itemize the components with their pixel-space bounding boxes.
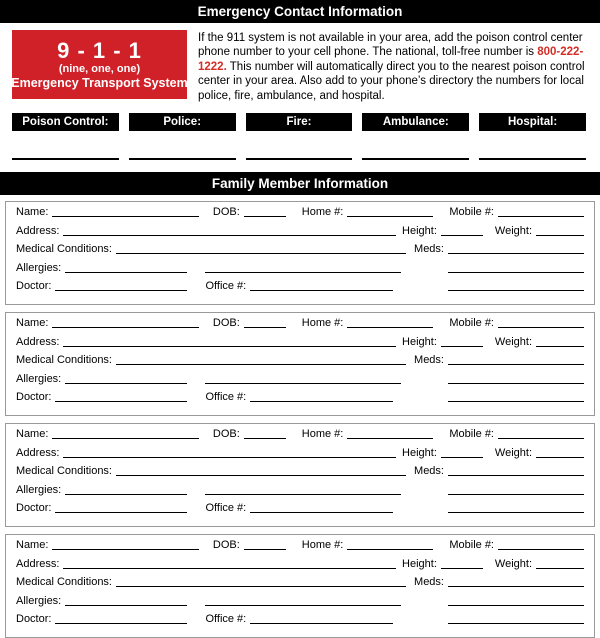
meds-extra-blank-line-1	[448, 383, 584, 384]
office-phone-label: Office #:	[205, 613, 247, 626]
badge-911-number: 9 - 1 - 1	[57, 37, 142, 63]
meds-blank-line	[448, 253, 584, 254]
height-blank-line	[441, 346, 483, 347]
mobile-phone-label: Mobile #:	[449, 538, 494, 551]
allergies-extra-blank-line	[205, 272, 401, 273]
member-row-doctor	[16, 502, 584, 521]
mobile-phone-blank-line	[498, 327, 584, 328]
mobile-phone-blank-line	[498, 438, 584, 439]
office-phone-blank-line	[250, 290, 393, 291]
address-label: Address:	[16, 335, 60, 348]
allergies-label: Allergies:	[16, 594, 62, 607]
doctor-blank-line	[55, 401, 187, 402]
member-row-address	[16, 336, 584, 355]
police-label: Police:	[129, 113, 236, 131]
meds-extra-blank-line-1	[448, 605, 584, 606]
police-blank-line	[129, 158, 236, 160]
home-phone-label: Home #:	[301, 206, 344, 219]
doctor-blank-line	[55, 512, 187, 513]
name-label: Name:	[16, 538, 49, 551]
member-row-allergies	[16, 262, 584, 281]
poison-control-blank-line	[12, 158, 119, 160]
medical-conditions-blank-line	[116, 475, 406, 476]
member-row-allergies	[16, 373, 584, 392]
family-members-list	[0, 201, 600, 638]
address-label: Address:	[16, 224, 60, 237]
weight-blank-line	[536, 235, 584, 236]
member-row-name	[16, 206, 584, 225]
medical-conditions-label: Medical Conditions:	[16, 243, 112, 256]
office-phone-blank-line	[250, 623, 393, 624]
weight-blank-line	[536, 346, 584, 347]
member-row-medical	[16, 354, 584, 373]
allergies-label: Allergies:	[16, 261, 62, 274]
member-row-allergies	[16, 595, 584, 614]
meds-extra-blank-line-2	[448, 623, 584, 624]
family-section-title: Family Member Information	[211, 176, 389, 192]
section-header-family	[0, 172, 600, 195]
meds-extra-blank-line-1	[448, 272, 584, 273]
member-row-medical	[16, 243, 584, 262]
weight-blank-line	[536, 457, 584, 458]
weight-label: Weight:	[494, 557, 532, 570]
fire-blank-line	[246, 158, 353, 160]
height-label: Height:	[402, 446, 437, 459]
address-blank-line	[63, 568, 396, 569]
dob-blank-line	[244, 327, 286, 328]
family-member-block	[5, 312, 595, 416]
family-member-block	[5, 423, 595, 527]
allergies-blank-line	[65, 605, 187, 606]
height-label: Height:	[402, 335, 437, 348]
office-phone-blank-line	[250, 512, 393, 513]
allergies-blank-line	[65, 272, 187, 273]
name-label: Name:	[16, 206, 49, 219]
family-member-block	[5, 201, 595, 305]
badge-transport-system: Emergency Transport System	[11, 75, 188, 90]
allergies-extra-blank-line	[205, 383, 401, 384]
poison-control-paragraph	[198, 30, 588, 103]
address-blank-line	[63, 457, 396, 458]
office-phone-label: Office #:	[205, 280, 247, 293]
home-phone-label: Home #:	[301, 317, 344, 329]
medical-conditions-label: Medical Conditions:	[16, 576, 112, 589]
badge-911-words: (nine, one, one)	[58, 62, 141, 75]
member-row-address	[16, 558, 584, 577]
member-row-medical	[16, 576, 584, 595]
doctor-label: Doctor:	[16, 391, 52, 404]
medical-conditions-blank-line	[116, 253, 406, 254]
dob-label: DOB:	[212, 427, 240, 440]
emergency-section-title: Emergency Contact Information	[197, 4, 403, 19]
allergies-blank-line	[65, 494, 187, 495]
doctor-label: Doctor:	[16, 613, 52, 626]
height-label: Height:	[402, 557, 437, 570]
address-label: Address:	[16, 446, 60, 459]
member-row-address	[16, 225, 584, 244]
meds-extra-blank-line-2	[448, 512, 584, 513]
dob-label: DOB:	[212, 317, 240, 329]
name-blank-line	[52, 216, 198, 217]
mobile-phone-blank-line	[498, 549, 584, 550]
poison-control-phone-number: 800-222-1222.	[198, 46, 584, 73]
weight-label: Weight:	[494, 446, 532, 459]
allergies-label: Allergies:	[16, 483, 62, 496]
dob-blank-line	[244, 549, 286, 550]
hospital-label: Hospital:	[479, 113, 586, 131]
contact-col-fire	[246, 113, 353, 160]
member-row-name	[16, 539, 584, 558]
mobile-phone-blank-line	[498, 216, 584, 217]
allergies-blank-line	[65, 383, 187, 384]
weight-label: Weight:	[494, 224, 532, 237]
address-blank-line	[63, 346, 396, 347]
meds-label: Meds:	[414, 576, 444, 589]
meds-extra-blank-line-2	[448, 290, 584, 291]
meds-blank-line	[448, 475, 584, 476]
meds-label: Meds:	[414, 354, 444, 367]
doctor-blank-line	[55, 623, 187, 624]
contact-col-ambulance	[362, 113, 469, 160]
member-row-doctor	[16, 280, 584, 299]
hospital-blank-line	[479, 158, 586, 160]
family-member-block	[5, 534, 595, 638]
allergies-extra-blank-line	[205, 494, 401, 495]
height-blank-line	[441, 235, 483, 236]
meds-blank-line	[448, 364, 584, 365]
height-blank-line	[441, 457, 483, 458]
meds-extra-blank-line-1	[448, 494, 584, 495]
paragraph-text-after: This number will automatically direct you to the nearest poison control center in your area. Also add to your phone’s directory the numbers for local police, fire, ambulance, and hospital.	[198, 60, 585, 102]
home-phone-blank-line	[347, 438, 433, 439]
office-phone-label: Office #:	[205, 391, 247, 404]
member-row-medical	[16, 465, 584, 484]
member-row-name	[16, 428, 584, 447]
doctor-label: Doctor:	[16, 280, 52, 293]
name-label: Name:	[16, 317, 49, 329]
height-label: Height:	[402, 224, 437, 237]
home-phone-label: Home #:	[301, 427, 344, 440]
name-blank-line	[52, 549, 198, 550]
mobile-phone-label: Mobile #:	[449, 427, 494, 440]
member-row-doctor	[16, 391, 584, 410]
home-phone-label: Home #:	[301, 538, 344, 551]
office-phone-blank-line	[250, 401, 393, 402]
dob-label: DOB:	[212, 538, 240, 551]
dob-blank-line	[244, 438, 286, 439]
address-label: Address:	[16, 557, 60, 570]
doctor-label: Doctor:	[16, 502, 52, 515]
meds-extra-blank-line-2	[448, 401, 584, 402]
section-header-emergency	[0, 0, 600, 23]
emergency-numbers-row	[12, 113, 586, 160]
address-blank-line	[63, 235, 396, 236]
member-row-allergies	[16, 484, 584, 503]
member-row-address	[16, 447, 584, 466]
allergies-label: Allergies:	[16, 372, 62, 385]
office-phone-label: Office #:	[205, 502, 247, 515]
911-badge	[12, 30, 187, 99]
meds-label: Meds:	[414, 465, 444, 478]
name-blank-line	[52, 438, 198, 439]
ambulance-blank-line	[362, 158, 469, 160]
medical-conditions-blank-line	[116, 586, 406, 587]
paragraph-text-before: If the 911 system is not available in your area, add the poison control center phone number to your cell phone. The national, toll-free number is	[198, 32, 583, 59]
medical-conditions-blank-line	[116, 364, 406, 365]
medical-conditions-label: Medical Conditions:	[16, 465, 112, 478]
home-phone-blank-line	[347, 216, 433, 217]
dob-blank-line	[244, 216, 286, 217]
name-blank-line	[52, 327, 198, 328]
mobile-phone-label: Mobile #:	[449, 206, 494, 219]
contact-col-police	[129, 113, 236, 160]
height-blank-line	[441, 568, 483, 569]
contact-col-hospital	[479, 113, 586, 160]
weight-label: Weight:	[494, 335, 532, 348]
meds-blank-line	[448, 586, 584, 587]
dob-label: DOB:	[212, 206, 240, 219]
fire-label: Fire:	[246, 113, 353, 131]
medical-conditions-label: Medical Conditions:	[16, 354, 112, 367]
meds-label: Meds:	[414, 243, 444, 256]
contact-col-poison-control	[12, 113, 119, 160]
weight-blank-line	[536, 568, 584, 569]
home-phone-blank-line	[347, 327, 433, 328]
mobile-phone-label: Mobile #:	[449, 317, 494, 329]
ambulance-label: Ambulance:	[362, 113, 469, 131]
poison-control-label: Poison Control:	[12, 113, 119, 131]
doctor-blank-line	[55, 290, 187, 291]
member-row-name	[16, 317, 584, 336]
intro-section	[12, 30, 588, 103]
name-label: Name:	[16, 427, 49, 440]
home-phone-blank-line	[347, 549, 433, 550]
allergies-extra-blank-line	[205, 605, 401, 606]
